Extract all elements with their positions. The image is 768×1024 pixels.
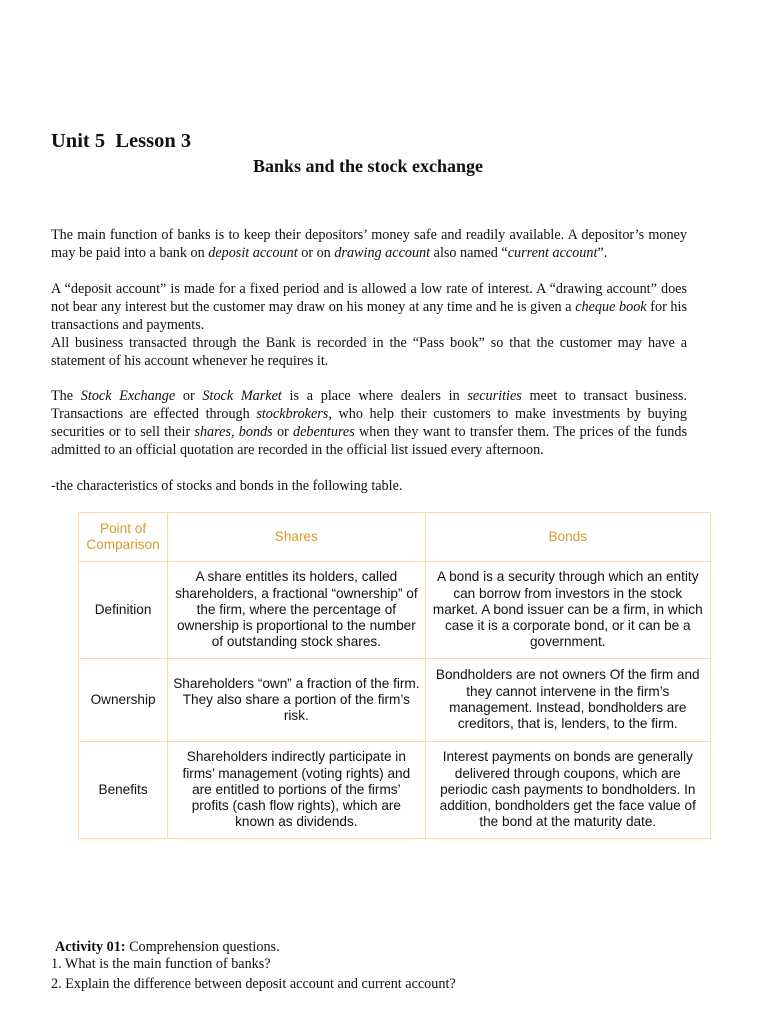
comparison-table <box>78 512 711 839</box>
row-label: Definition <box>79 562 168 659</box>
table-header-row <box>79 513 711 562</box>
bonds-cell: Interest payments on bonds are generally delivered through coupons, which are periodic cash payments to bondholders. In addition, bondholders get the face value of the bond at the maturity date. <box>425 742 710 839</box>
term-cheque-book: cheque book <box>575 299 647 315</box>
activity-heading <box>55 939 456 956</box>
row-label: Benefits <box>79 742 168 839</box>
bonds-cell: A bond is a security through which an entity can borrow from investors in the stock market. A bond issuer can be a firm, in which case it is a corporate bond, or it can be a government. <box>425 562 710 659</box>
shares-cell: A share entitles its holders, called shareholders, a fractional “ownership” of the firm, where the percentage of ownership is proportional to the number of outstanding stock shares. <box>168 562 425 659</box>
question-item: 2. Explain the difference between deposit account and current account? <box>51 976 456 992</box>
paragraph-accounts: A “deposit account” is made for a fixed period and is allowed a low rate of interest. A “drawing account” does not bear any interest but the customer may draw on his money at any time and he is given a cheque book for his transactions and payments. All business transacted through the Bank is recorded in the “Pass book” so that the customer may have a statement of his account whenever he requires it. <box>51 281 687 369</box>
table-row <box>79 659 711 742</box>
term-drawing-account: drawing account <box>334 245 431 261</box>
row-label: Ownership <box>79 659 168 742</box>
shares-cell: Shareholders indirectly participate in firms’ management (voting rights) and are entitled to portions of the firms’ profits (cash flow rights), which are known as dividends. <box>168 742 425 839</box>
header-bonds: Bonds <box>425 513 710 562</box>
page-title: Banks and the stock exchange <box>252 156 484 176</box>
paragraph-banks-function: The main function of banks is to keep their depositors’ money safe and readily available. A depositor’s money may be paid into a bank on deposit account or on drawing account also named “current account”. <box>51 227 687 261</box>
activity-label: Activity 01: <box>55 939 126 955</box>
activity-title: Comprehension questions. <box>125 939 280 955</box>
table-row <box>79 742 711 839</box>
paragraph-pass-book: All business transacted through the Bank is recorded in the “Pass book” so that the customer may have a statement of his account whenever he requires it. <box>51 335 687 369</box>
term-current-account: current account <box>507 245 598 261</box>
paragraph-stock-exchange: The Stock Exchange or Stock Market is a place where dealers in securities meet to transact business. Transactions are effected through stockbrokers, who help their customers to make investments by buying securities or to sell their shares, bonds or debentures when they want to transfer them. The prices of the funds admitted to an official quotation are recorded in the official list issued every afternoon. <box>51 388 687 458</box>
unit-lesson-heading: Unit 5 Lesson 3 <box>51 130 192 152</box>
table-intro: -the characteristics of stocks and bonds in the following table. <box>51 478 403 494</box>
shares-cell: Shareholders “own” a fraction of the firm. They also share a portion of the firm’s risk. <box>168 659 425 742</box>
bonds-cell: Bondholders are not owners Of the firm and they cannot intervene in the firm’s management. Instead, bondholders are creditors, that is, lenders, to the firm. <box>425 659 710 742</box>
question-item: 1. What is the main function of banks? <box>51 956 271 972</box>
header-point-of-comparison: Point of Comparison <box>79 513 168 562</box>
activity-section <box>51 939 456 993</box>
table-row <box>79 562 711 659</box>
term-deposit-account: deposit account <box>208 245 298 261</box>
header-shares: Shares <box>168 513 425 562</box>
